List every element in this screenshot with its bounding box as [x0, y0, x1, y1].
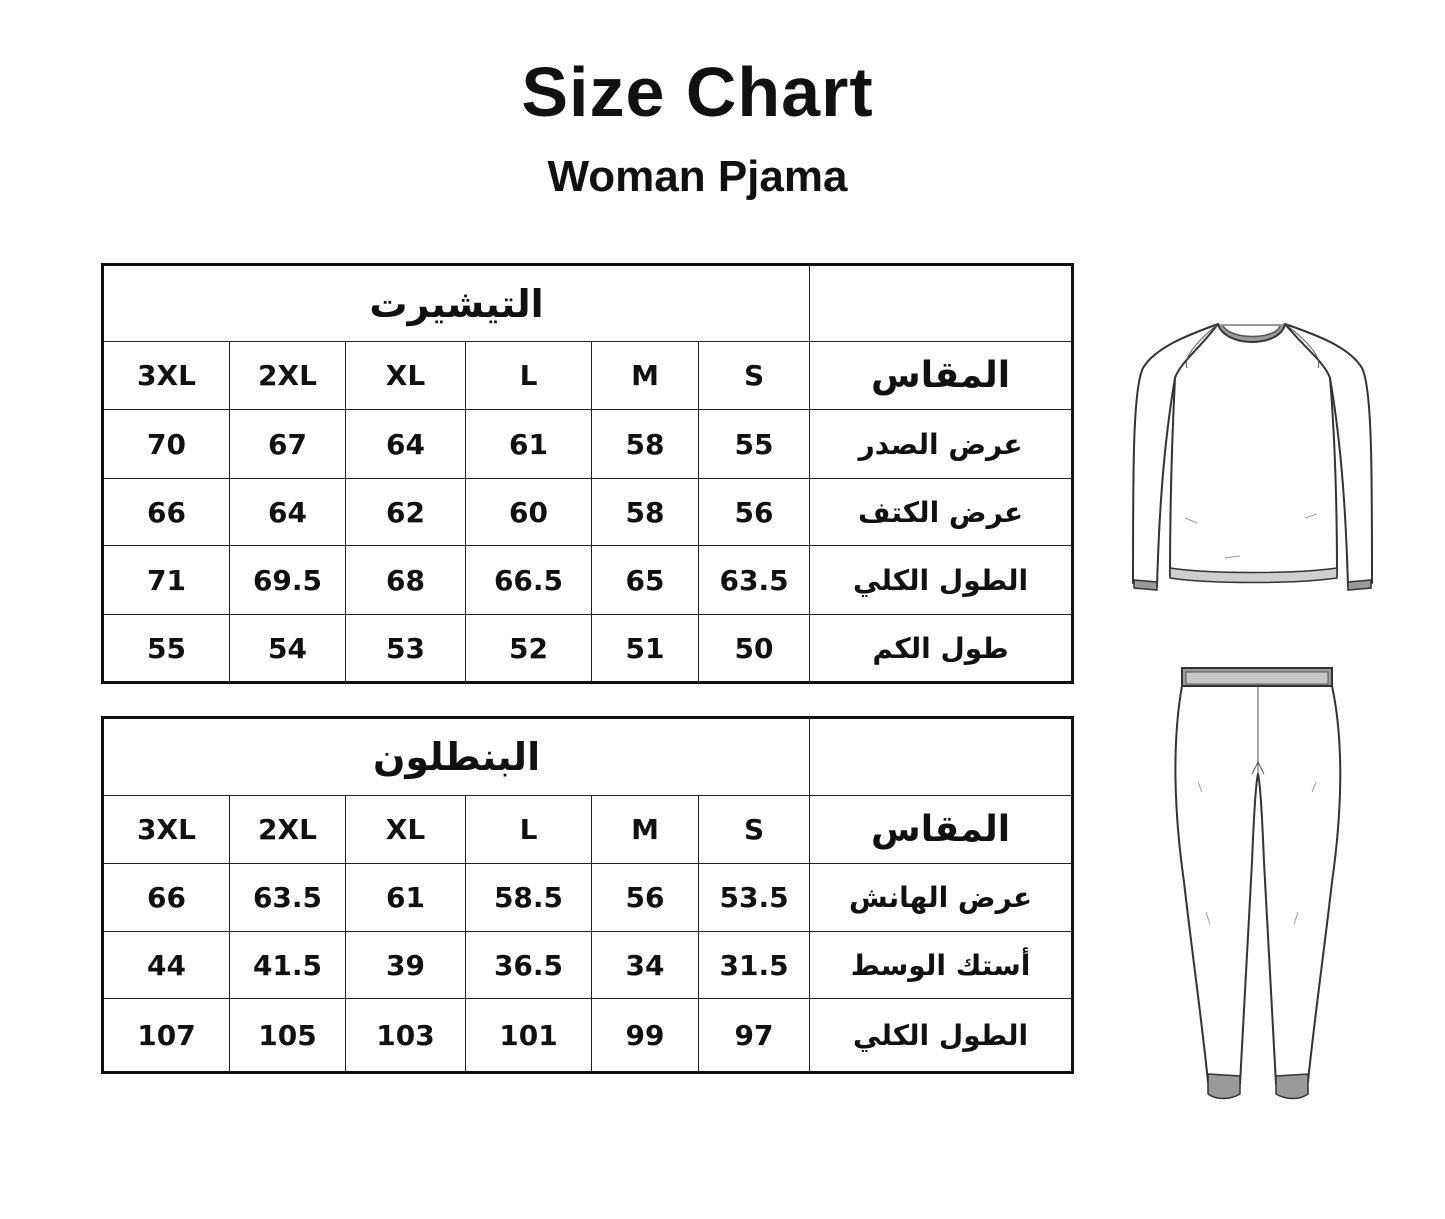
- table-cell: 103: [346, 999, 466, 1073]
- table-row: [103, 546, 1073, 615]
- size-header-3xl: 3XL: [103, 796, 230, 864]
- table-cell: 63.5: [230, 864, 346, 932]
- empty-header-cell: [810, 265, 1073, 342]
- table-cell: 44: [103, 932, 230, 999]
- table-row: [103, 932, 1073, 999]
- table-cell: 58.5: [466, 864, 592, 932]
- table-cell: 54: [230, 615, 346, 683]
- table-cell: 67: [230, 410, 346, 479]
- tshirt-size-table: [101, 263, 1074, 684]
- size-label: المقاس: [810, 796, 1073, 864]
- size-header-m: M: [592, 342, 699, 410]
- size-header-xl: XL: [346, 342, 466, 410]
- size-header-3xl: 3XL: [103, 342, 230, 410]
- table-cell: 105: [230, 999, 346, 1073]
- table-cell: 55: [103, 615, 230, 683]
- table-cell: 55: [699, 410, 810, 479]
- table-cell: 64: [346, 410, 466, 479]
- table-cell: 66: [103, 864, 230, 932]
- table-row: [103, 615, 1073, 683]
- row-label: عرض الصدر: [810, 410, 1073, 479]
- table-cell: 64: [230, 479, 346, 546]
- pants-section-title: البنطلون: [103, 718, 810, 796]
- table-cell: 69.5: [230, 546, 346, 615]
- table-cell: 71: [103, 546, 230, 615]
- table-cell: 70: [103, 410, 230, 479]
- empty-header-cell: [810, 718, 1073, 796]
- table-cell: 31.5: [699, 932, 810, 999]
- table-cell: 65: [592, 546, 699, 615]
- table-cell: 53.5: [699, 864, 810, 932]
- row-label: أستك الوسط: [810, 932, 1073, 999]
- table-cell: 60: [466, 479, 592, 546]
- table-cell: 51: [592, 615, 699, 683]
- row-label: عرض الكتف: [810, 479, 1073, 546]
- leggings-icon: [1168, 662, 1348, 1104]
- row-label: طول الكم: [810, 615, 1073, 683]
- size-label: المقاس: [810, 342, 1073, 410]
- table-cell: 66: [103, 479, 230, 546]
- table-cell: 56: [592, 864, 699, 932]
- table-cell: 61: [346, 864, 466, 932]
- table-cell: 97: [699, 999, 810, 1073]
- size-header-s: S: [699, 796, 810, 864]
- size-header-s: S: [699, 342, 810, 410]
- table-cell: 107: [103, 999, 230, 1073]
- table-cell: 53: [346, 615, 466, 683]
- table-cell: 52: [466, 615, 592, 683]
- size-header-m: M: [592, 796, 699, 864]
- table-cell: 101: [466, 999, 592, 1073]
- row-label: الطول الكلي: [810, 546, 1073, 615]
- row-label: عرض الهانش: [810, 864, 1073, 932]
- table-cell: 36.5: [466, 932, 592, 999]
- page-subtitle: Woman Pjama: [547, 152, 848, 201]
- table-row: [103, 999, 1073, 1073]
- table-cell: 58: [592, 410, 699, 479]
- pants-size-table: [101, 716, 1074, 1074]
- table-cell: 99: [592, 999, 699, 1073]
- page-title: Size Chart: [521, 53, 874, 131]
- table-row: [103, 864, 1073, 932]
- long-sleeve-shirt-icon: [1125, 318, 1380, 600]
- table-cell: 41.5: [230, 932, 346, 999]
- table-cell: 34: [592, 932, 699, 999]
- size-header-l: L: [466, 342, 592, 410]
- table-cell: 50: [699, 615, 810, 683]
- table-cell: 56: [699, 479, 810, 546]
- table-cell: 39: [346, 932, 466, 999]
- size-header-2xl: 2XL: [230, 796, 346, 864]
- table-cell: 68: [346, 546, 466, 615]
- table-cell: 58: [592, 479, 699, 546]
- table-row: [103, 410, 1073, 479]
- size-header-xl: XL: [346, 796, 466, 864]
- table-cell: 66.5: [466, 546, 592, 615]
- table-cell: 61: [466, 410, 592, 479]
- size-header-l: L: [466, 796, 592, 864]
- table-cell: 63.5: [699, 546, 810, 615]
- tshirt-section-title: التيشيرت: [103, 265, 810, 342]
- size-header-2xl: 2XL: [230, 342, 346, 410]
- table-row: [103, 479, 1073, 546]
- row-label: الطول الكلي: [810, 999, 1073, 1073]
- table-cell: 62: [346, 479, 466, 546]
